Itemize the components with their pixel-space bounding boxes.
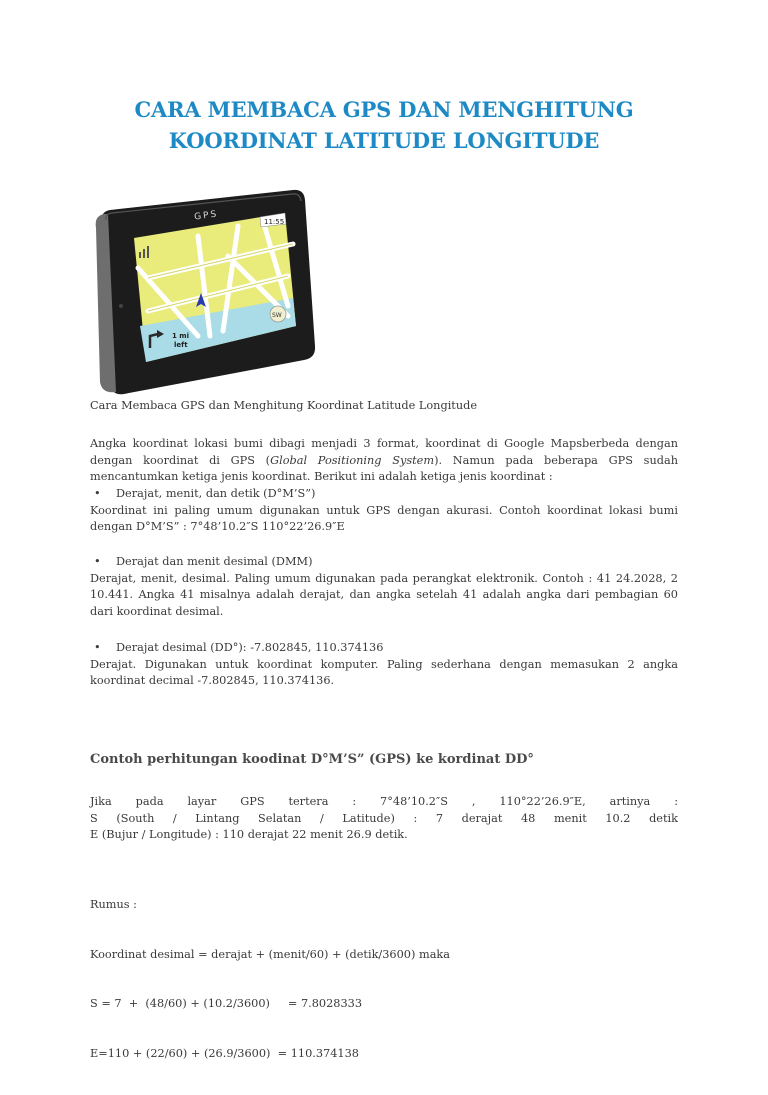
bullet-icon: • (94, 555, 101, 568)
svg-text:1 mi: 1 mi (172, 332, 190, 340)
intro-paragraph (90, 436, 678, 486)
rumus-label: Rumus : (90, 898, 137, 911)
format-description: Koordinat ini paling umum digunakan untuk GPS dengan akurasi. Contoh koordinat lokasi bumi dengan D°M’S” : 7°48’10.2″S 110°22’26.9″E (90, 503, 678, 533)
format-item-dms (90, 486, 678, 536)
format-label: Derajat dan menit desimal (DMM) (116, 555, 313, 568)
example-line-1: Jika pada layar GPS tertera : 7°48’10.2″S , 110°22’26.9″E, artinya : (90, 795, 678, 808)
format-label: Derajat, menit, dan detik (D°M’S”) (116, 487, 316, 500)
svg-text:SW: SW (272, 312, 282, 319)
page-title (0, 94, 768, 156)
format-description: Derajat, menit, desimal. Paling umum digunakan pada perangkat elektronik. Contoh : 41 24.2028, 2 10.441. Angka 41 misalnya adalah derajat, dan angka setelah 41 adalah angka dari pembagian 60 dari koordinat desimal. (90, 571, 678, 618)
rumus-s-calculation: S = 7 + (48/60) + (10.2/3600) = 7.8028333 (90, 997, 363, 1010)
rumus-formula: Koordinat desimal = derajat + (menit/60) + (detik/3600) maka (90, 947, 451, 961)
example-line-3: E (Bujur / Longitude) : 110 derajat 22 menit 26.9 detik. (90, 828, 408, 841)
intro-italic-term: Global Positioning System (270, 453, 435, 467)
svg-text:11:55: 11:55 (264, 218, 285, 226)
bullet-icon: • (94, 641, 101, 654)
gps-device-icon (88, 186, 318, 396)
format-item-dd (90, 640, 678, 690)
rumus-e-calculation: E=110 + (22/60) + (26.9/3600) = 110.374138 (90, 1046, 359, 1060)
image-caption: Cara Membaca GPS dan Menghitung Koordinat Latitude Longitude (90, 399, 478, 412)
format-description: Derajat. Digunakan untuk koordinat komputer. Paling sederhana dengan memasukan 2 angka koordinat decimal -7.802845, 110.374136. (90, 657, 678, 687)
bullet-icon: • (94, 487, 101, 500)
example-block (90, 794, 678, 844)
svg-text:left: left (174, 341, 188, 349)
format-item-dmm (90, 554, 678, 620)
title-line-1: CARA MEMBACA GPS DAN MENGHITUNG (134, 97, 634, 122)
section-heading: Contoh perhitungan koodinat D°M’S” (GPS) ke kordinat DD° (90, 752, 534, 767)
example-line-2: S (South / Lintang Selatan / Latitude) : 7 derajat 48 menit 10.2 detik (90, 811, 678, 825)
title-line-2: KOORDINAT LATITUDE LONGITUDE (168, 128, 600, 153)
rumus-block (90, 864, 678, 1095)
format-label: Derajat desimal (DD°): -7.802845, 110.374136 (116, 641, 384, 654)
svg-text:GPS: GPS (193, 209, 219, 223)
gps-device-illustration (88, 186, 318, 396)
intro-text-part1: Angka koordinat lokasi bumi dibagi menjadi 3 format, koordinat di Google Mapsberbeda dengan dengan koordinat di GPS ( (90, 437, 678, 467)
intro-text-part2: ). Namun pada beberapa GPS sudah mencantumkan ketiga jenis koordinat. Berikut ini adalah ketiga jenis koordinat : (90, 453, 678, 483)
